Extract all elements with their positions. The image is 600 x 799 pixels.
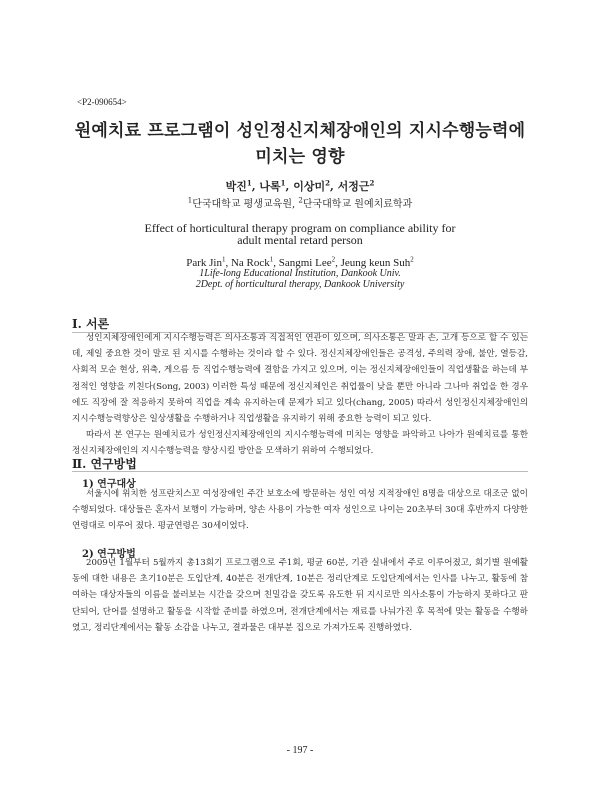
title-en-line2: adult mental retard person [237, 233, 363, 247]
affil-1-sup: 1 [187, 196, 193, 205]
author-en-4-sup: 2 [410, 255, 414, 264]
intro-paragraph-1: 성인지체장애인에게 지시수행능력은 의사소통과 직접적인 연관이 있으며, 의사소통은 말과 손, 고개 등으로 할 수 있는데, 제일 중요한 것이 말로 된 지시를 수행하는 것이라 할 수 있다. 정신지체장애인들은 공격성, 주의력 장애, 불안, 열등감, 사회적 모순 현상, 위축, 게으름 등 직업수행능력에 결함을 가지고 있으며, 이는 정신지체장애인들이 직업생활을 하는데 부정적인 영향을 끼친다(Song, 2003) 이러한 특성 때문에 정신지체인은 취업률이 낮을 뿐만 아니라 그나마 취업을 한 경우에도 직장에 잘 적응하지 못하여 직업을 계속 유지하는데 문제가 되고 있다(chang, 2005) 따라서 성인정신지체장애인의 지시수행능력향상은 일상생활을 수행하거나 직업생활을 유지하기 위해 중요한 능력이 되고 있다. [72, 333, 528, 425]
affil-2-sup: 2 [298, 196, 303, 205]
author-en-4: , Jeung keun Suh [335, 257, 411, 269]
author-2-sup: 1 [280, 178, 286, 188]
intro-body [72, 330, 528, 460]
author-1: 박진 [225, 180, 247, 193]
author-en-2-sup: 1 [269, 255, 274, 264]
author-1-sup: 1 [246, 178, 252, 188]
title-en-line1: Effect of horticultural therapy program on compliance ability for [144, 221, 456, 235]
affiliation-en-1: 1Life-long Educational Institution, Dankook Univ. [199, 268, 401, 279]
author-4-sup: 2 [369, 178, 375, 188]
method-heading: Ⅱ. 연구방법 [72, 457, 137, 471]
author-3-sup: 2 [325, 178, 330, 188]
subsection-2-paragraph: 2009년 1월부터 5월까지 총13회기 프로그램으로 주1회, 평균 60분, 기관 실내에서 주로 이루어졌고, 회기별 원예활동에 대한 내용은 초기10분은 도입단계, 40분은 전개단계, 10분은 정리단계로 도입단계에서는 인사를 나누고, 활동에 참여하는 대상자들의 이름을 불러보는 시간을 갖으며 친밀감을 갖도록 유도한 뒤 지시로만 의사소통이 가능하지 못하다고 판단되어, 단어를 설명하고 활동을 시작할 준비를 하였으며, 전개단계에서는 재료를 나눠가진 후 목적에 맞는 활동을 수행하였고, 정리단계에서는 활동 소감을 나누고, 결과물은 대부분 집으로 가져가도록 진행하였다. [72, 558, 528, 633]
subsection-2-body [72, 555, 528, 636]
affil-1: 단국대학교 평생교육원, [192, 199, 299, 210]
author-en-2: , Na Rock [225, 257, 270, 269]
affiliations-ko [0, 195, 600, 210]
authors-ko [0, 178, 600, 194]
subsection-2-heading: 2) 연구방법 [82, 549, 136, 560]
title-ko-line1: 원예치료 프로그램이 성인정신지체장애인의 지시수행능력에 [74, 121, 526, 141]
intro-paragraph-2: 따라서 본 연구는 원예치료가 성인정신지체장애인의 지시수행능력에 미치는 영향을 파악하고 나아가 원예치료를 통한 정신지체장애인의 지시수행능력을 향상시킬 방안을 모색하기 위하여 수행되었다. [72, 430, 528, 457]
subsection-1-heading: 1) 연구대상 [82, 479, 136, 490]
title-ko-line2: 미치는 영향 [255, 147, 345, 167]
author-3: , 이상미 [285, 180, 326, 193]
author-en-3: , Sangmi Lee [273, 257, 332, 269]
author-2: , 나록 [251, 180, 281, 193]
subsection-1-body [72, 486, 528, 535]
affiliation-en-2: 2Dept. of horticultural therapy, Dankook University [195, 279, 405, 290]
author-en-1: Park Jin [186, 257, 222, 269]
paper-code: <P2-090654> [77, 97, 127, 107]
affil-2: 단국대학교 원예치료학과 [302, 199, 413, 210]
author-4: , 서정근 [329, 180, 370, 193]
intro-heading: Ⅰ. 서론 [72, 317, 110, 331]
method-divider [72, 471, 528, 472]
author-en-3-sup: 2 [331, 255, 336, 264]
subsection-1-paragraph: 서울시에 위치한 성프란치스꼬 여성장애인 주간 보호소에 방문하는 성인 여성 지적장애인 8명을 대상으로 대조군 없이 수행되었다. 대상들은 혼자서 보행이 가능하며, 양손 사용이 가능한 여자 성인으로 나이는 20초부터 30대 후반까지 다양한 연령대로 이루어 졌다. 평균연령은 30세이었다. [72, 489, 528, 532]
author-en-1-sup: 1 [221, 255, 226, 264]
page-number: - 197 - [286, 745, 314, 756]
